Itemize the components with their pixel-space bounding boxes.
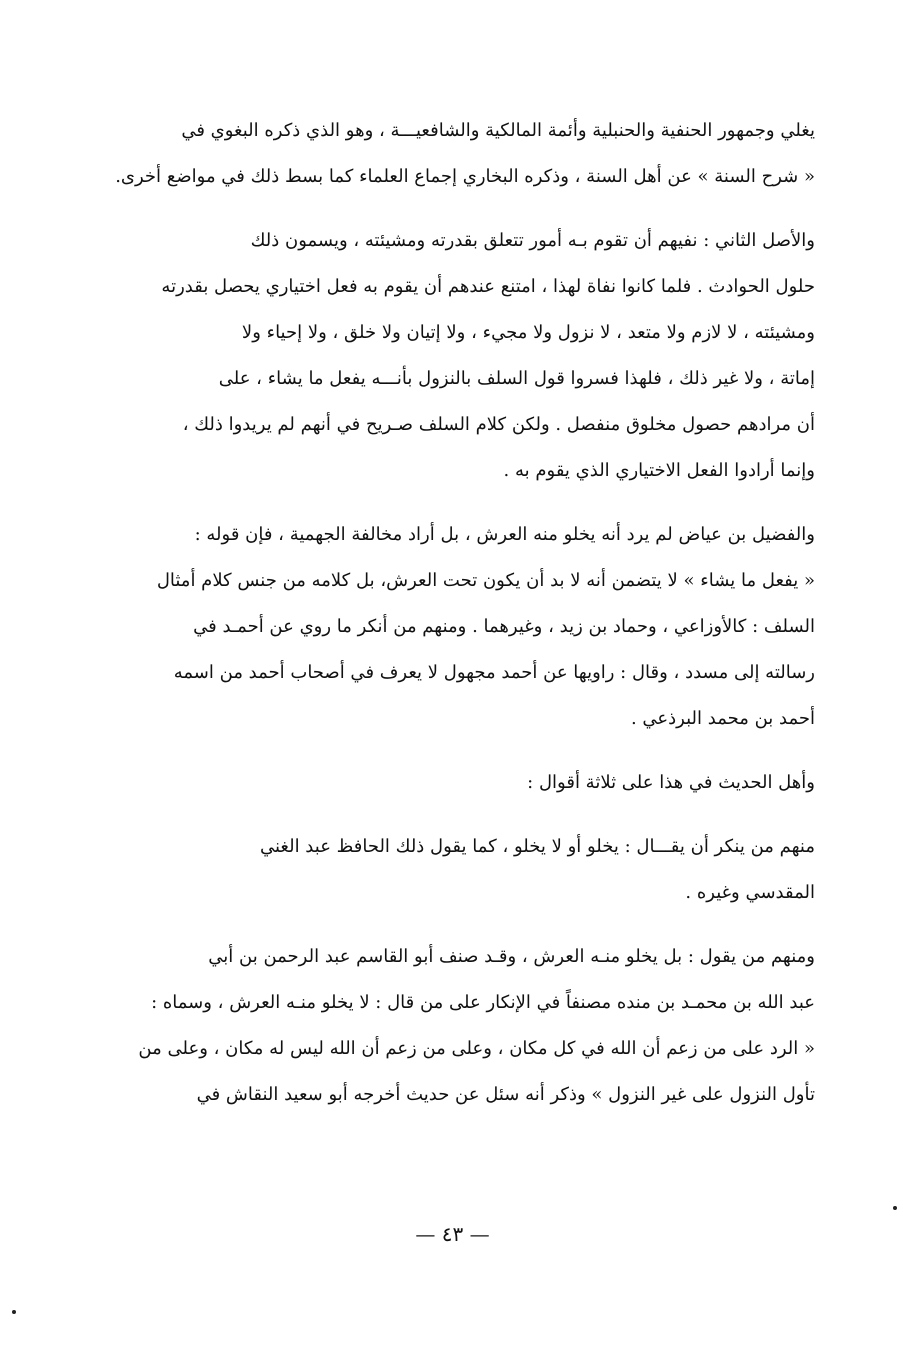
text-line: أحمد بن محمد البرذعي .	[630, 708, 815, 729]
text-line: حلول الحوادث . فلما كانوا نفاة لهذا ، امتنع عندهم أن يقوم به فعل اختياري يحصل بقدرته	[161, 276, 815, 297]
text-line: أن مرادهم حصول مخلوق منفصل . ولكن كلام السلف صـريح في أنهم لم يريدوا ذلك ،	[182, 414, 815, 435]
text-line: ومنهم من يقول : بل يخلو منـه العرش ، وقـد صنف أبو القاسم عبد الرحمن بن أبي	[208, 946, 815, 967]
paragraph	[105, 934, 815, 1118]
text-line: يغلي وجمهور الحنفية والحنبلية وأئمة المالكية والشافعيـــة ، وهو الذي ذكره البغوي في	[181, 120, 815, 141]
scan-speck	[12, 1310, 16, 1314]
text-line: « يفعل ما يشاء » لا يتضمن أنه لا بد أن يكون تحت العرش، بل كلامه من جنس كلام أمثال	[156, 570, 815, 591]
text-line: ومشيئته ، لا لازم ولا متعد ، لا نزول ولا مجيء ، ولا إتيان ولا خلق ، ولا إحياء ولا	[241, 322, 815, 343]
text-line: تأول النزول على غير النزول » وذكر أنه سئل عن حديث أخرجه أبو سعيد النقاش في	[196, 1084, 815, 1105]
paragraph	[105, 824, 815, 916]
text-line: « شرح السنة » عن أهل السنة ، وذكره البخاري إجماع العلماء كما بسط ذلك في مواضع أخرى.	[115, 166, 815, 187]
text-line: المقدسي وغيره .	[685, 882, 815, 903]
text-line: والفضيل بن عياض لم يرد أنه يخلو منه العرش ، بل أراد مخالفة الجهمية ، فإن قوله :	[194, 524, 815, 545]
paragraph	[105, 512, 815, 742]
text-line: رسالته إلى مسدد ، وقال : راويها عن أحمد مجهول لا يعرف في أصحاب أحمد من اسمه	[173, 662, 815, 683]
paragraph	[105, 218, 815, 494]
text-line: والأصل الثاني : نفيهم أن تقوم بـه أمور تتعلق بقدرته ومشيئته ، ويسمون ذلك	[250, 230, 815, 251]
page-number: — ٤٣ —	[415, 1222, 490, 1246]
text-line: وأهل الحديث في هذا على ثلاثة أقوال :	[527, 772, 815, 793]
text-line: « الرد على من زعم أن الله في كل مكان ، وعلى من زعم أن الله ليس له مكان ، وعلى من	[138, 1038, 815, 1059]
body-text	[105, 108, 815, 1118]
paragraph	[105, 760, 815, 806]
paragraph	[105, 108, 815, 200]
text-line: عبد الله بن محمـد بن منده مصنفاً في الإنكار على من قال : لا يخلو منـه العرش ، وسماه :	[151, 992, 815, 1013]
text-line: وإنما أرادوا الفعل الاختياري الذي يقوم به .	[503, 460, 815, 481]
scan-speck	[893, 1206, 897, 1210]
text-line: إماتة ، ولا غير ذلك ، فلهذا فسروا قول السلف بالنزول بأنـــه يفعل ما يشاء ، على	[218, 368, 815, 389]
text-line: منهم من ينكر أن يقـــال : يخلو أو لا يخلو ، كما يقول ذلك الحافظ عبد الغني	[259, 836, 815, 857]
text-line: السلف : كالأوزاعي ، وحماد بن زيد ، وغيرهما . ومنهم من أنكر ما روي عن أحمـد في	[193, 616, 815, 637]
